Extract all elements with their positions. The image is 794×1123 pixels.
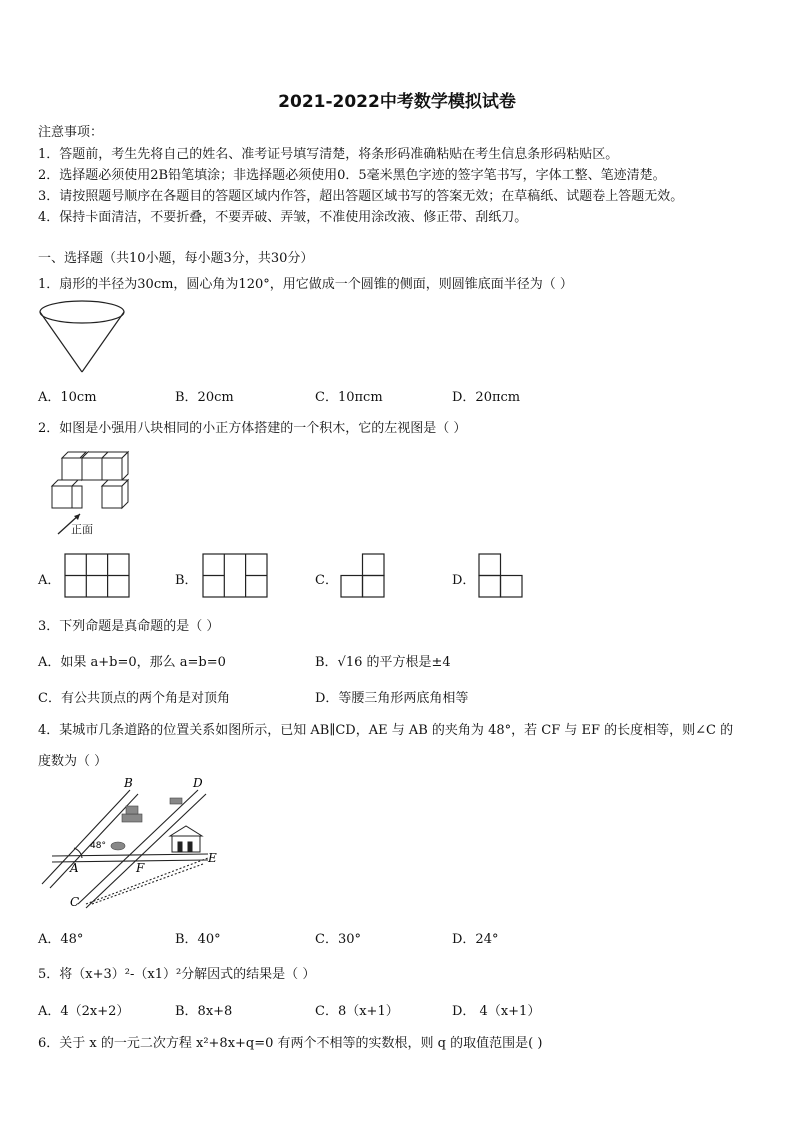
q1-option-d[interactable]: D．20πcm [452, 390, 521, 405]
section-heading: 一、选择题（共10小题，每小题3分，共30分） [38, 251, 314, 266]
q1-option-b[interactable]: B．20cm [175, 390, 234, 405]
roads-figure [38, 776, 228, 911]
notice-item-2: 2．选择题必须使用2B铅笔填涂；非选择题必须使用0．5毫米黑色字迹的签字笔书写，字体工整、笔迹清楚。 [38, 168, 666, 183]
notice-item-1: 1．答题前，考生先将自己的姓名、准考证号填写清楚，将条形码准确粘贴在考生信息条形码粘贴区。 [38, 147, 619, 162]
q1-option-c[interactable]: C．10πcm [315, 390, 383, 405]
q2-option-b[interactable]: B． [175, 573, 198, 588]
front-label: 正面 [71, 523, 93, 536]
q2-option-d[interactable]: D． [452, 573, 476, 588]
notice-item-3: 3．请按照题号顺序在各题目的答题区域内作答，超出答题区域书写的答案无效；在草稿纸、试题卷上答题无效。 [38, 189, 684, 204]
q5-option-a[interactable]: A．4（2x+2） [38, 1004, 130, 1019]
q3-option-c[interactable]: C．有公共顶点的两个角是对顶角 [38, 691, 230, 706]
q2-option-c-figure[interactable] [340, 553, 388, 599]
q4-option-b[interactable]: B．40° [175, 932, 221, 947]
q3-option-b[interactable]: B．√16 的平方根是±4 [315, 655, 451, 670]
q2-option-d-figure[interactable] [478, 553, 526, 599]
label-e: E [208, 851, 217, 865]
q3-option-a[interactable]: A．如果 a+b=0，那么 a=b=0 [38, 655, 226, 670]
q2-option-b-figure[interactable] [202, 553, 270, 599]
q2-option-a-figure[interactable] [64, 553, 132, 599]
notice-heading: 注意事项： [38, 125, 104, 140]
q2-option-c[interactable]: C． [315, 573, 338, 588]
label-a: A [70, 861, 79, 875]
q4-option-c[interactable]: C．30° [315, 932, 361, 947]
q5-stem: 5．将（x+3）²-（x1）²分解因式的结果是（ ） [38, 967, 316, 982]
cone-figure [38, 300, 128, 375]
q2-option-a[interactable]: A． [38, 573, 61, 588]
q4-option-a[interactable]: A．48° [38, 932, 84, 947]
q5-option-d[interactable]: D． 4（x+1） [452, 1004, 541, 1019]
label-f: F [136, 861, 145, 875]
q5-option-b[interactable]: B．8x+8 [175, 1004, 233, 1019]
page-title: 2021-2022中考数学模拟试卷 [278, 92, 516, 112]
q1-option-a[interactable]: A．10cm [38, 390, 97, 405]
q6-stem: 6．关于 x 的一元二次方程 x²+8x+q=0 有两个不相等的实数根，则 q 的取值范围是( ) [38, 1036, 543, 1051]
label-b: B [124, 776, 133, 790]
q4-stem-line1: 4．某城市几条道路的位置关系如图所示，已知 AB∥CD，AE 与 AB 的夹角为 48°，若 CF 与 EF 的长度相等，则∠C 的 [38, 723, 734, 738]
notice-item-4: 4．保持卡面清洁，不要折叠，不要弄破、弄皱，不准使用涂改液、修正带、刮纸刀。 [38, 210, 528, 225]
block-figure [50, 452, 140, 537]
q5-option-c[interactable]: C．8（x+1） [315, 1004, 399, 1019]
q2-stem: 2．如图是小强用八块相同的小正方体搭建的一个积木，它的左视图是（ ） [38, 421, 467, 436]
label-c: C [70, 895, 80, 909]
q3-option-d[interactable]: D．等腰三角形两底角相等 [315, 691, 469, 706]
label-d: D [193, 776, 203, 790]
q4-option-d[interactable]: D．24° [452, 932, 499, 947]
angle-label: 48° [90, 841, 106, 851]
q4-stem-line2: 度数为（ ） [38, 754, 108, 769]
q1-stem: 1．扇形的半径为30cm，圆心角为120°，用它做成一个圆锥的侧面，则圆锥底面半径为（ ） [38, 277, 573, 292]
q3-stem: 3．下列命题是真命题的是（ ） [38, 619, 220, 634]
